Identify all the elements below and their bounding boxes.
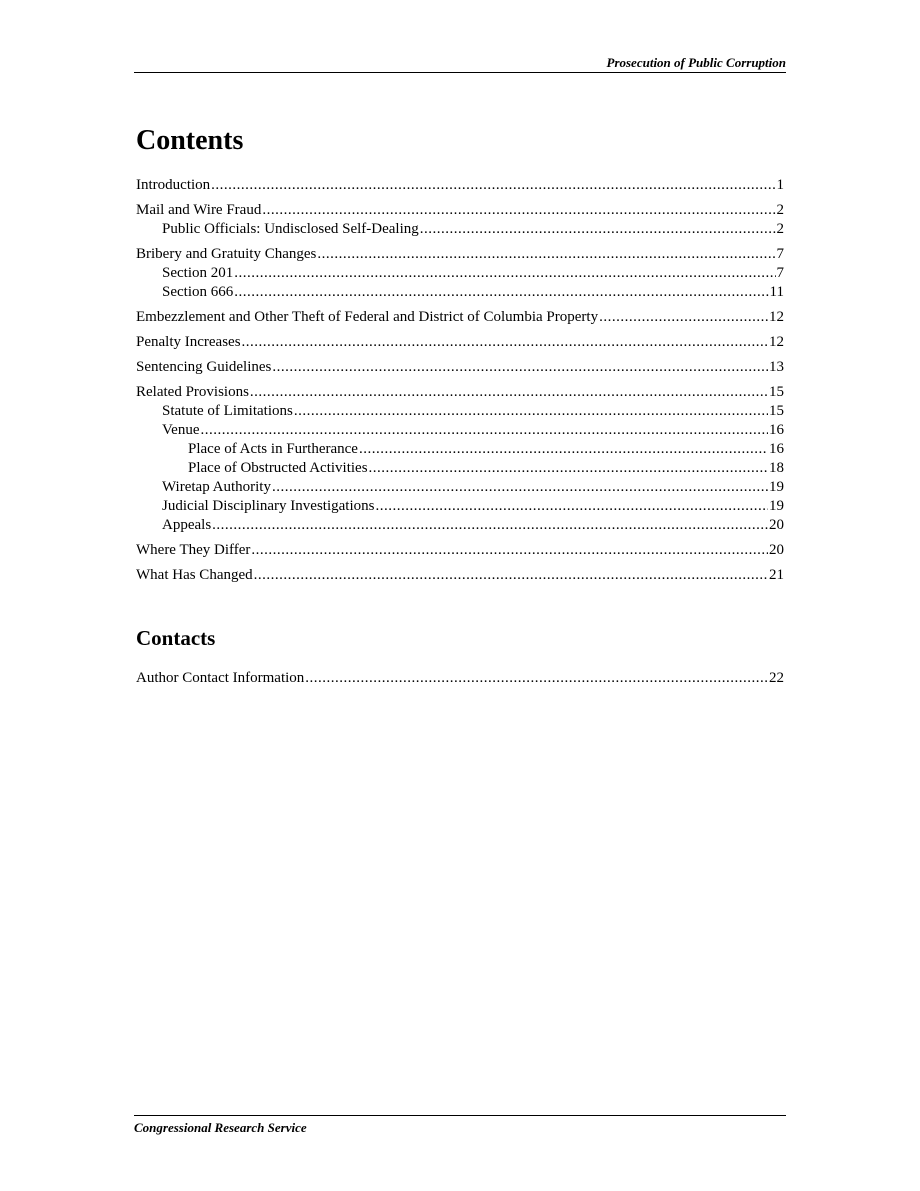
toc-entry-title: Penalty Increases (136, 334, 241, 350)
toc-entry[interactable] (136, 497, 784, 516)
toc-entry-page: 15 (769, 384, 784, 400)
running-footer (134, 1115, 786, 1136)
toc-entry-title: Author Contact Information (136, 670, 305, 686)
footer-org: Congressional Research Service (134, 1120, 307, 1135)
toc-entry-title: Judicial Disciplinary Investigations (162, 498, 375, 514)
toc-entry-page: 13 (769, 359, 784, 375)
toc-entry-title: Related Provisions (136, 384, 249, 400)
toc-entry[interactable] (136, 283, 784, 302)
toc-entry-page: 12 (769, 334, 784, 350)
toc-leader-dots (369, 459, 768, 478)
toc-entry-page: 2 (776, 221, 784, 237)
toc-entry-page: 20 (769, 517, 784, 533)
toc-leader-dots (242, 333, 768, 352)
toc-entry-title: What Has Changed (136, 567, 253, 583)
contents-page (136, 124, 784, 688)
toc-leader-dots (420, 220, 776, 239)
toc-entry-title: Introduction (136, 177, 211, 193)
toc-entry-title: Appeals (162, 517, 212, 533)
table-of-contents (136, 176, 784, 585)
toc-entry-page: 1 (776, 177, 784, 193)
toc-entry-title: Embezzlement and Other Theft of Federal and District of Columbia Property (136, 309, 599, 325)
toc-leader-dots (234, 264, 775, 283)
toc-leader-dots (201, 421, 769, 440)
toc-leader-dots (234, 283, 768, 302)
toc-leader-dots (211, 176, 775, 195)
toc-entry[interactable] (136, 333, 784, 352)
toc-leader-dots (251, 541, 768, 560)
toc-leader-dots (262, 201, 775, 220)
toc-entry-page: 12 (769, 309, 784, 325)
toc-entry-page: 15 (769, 403, 784, 419)
toc-entry-title: Place of Obstructed Activities (188, 460, 368, 476)
toc-entry-title: Public Officials: Undisclosed Self-Dealing (162, 221, 419, 237)
toc-entry-title: Place of Acts in Furtherance (188, 441, 358, 457)
toc-entry-title: Statute of Limitations (162, 403, 293, 419)
toc-leader-dots (272, 478, 768, 497)
toc-entry[interactable] (136, 459, 784, 478)
toc-entry[interactable] (136, 264, 784, 283)
toc-leader-dots (375, 497, 768, 516)
toc-entry-title: Mail and Wire Fraud (136, 202, 262, 218)
toc-entry-title: Bribery and Gratuity Changes (136, 246, 317, 262)
toc-entry-title: Wiretap Authority (162, 479, 271, 495)
toc-entry-page: 19 (769, 498, 784, 514)
toc-entry[interactable] (136, 516, 784, 535)
toc-entry[interactable] (136, 358, 784, 377)
toc-entry[interactable] (136, 440, 784, 459)
toc-entry[interactable] (136, 541, 784, 560)
toc-entry[interactable] (136, 566, 784, 585)
toc-entry-page: 7 (776, 246, 784, 262)
toc-entry-page: 20 (769, 542, 784, 558)
running-title: Prosecution of Public Corruption (606, 55, 786, 70)
contacts-list (136, 669, 784, 688)
toc-entry[interactable] (136, 421, 784, 440)
toc-entry[interactable] (136, 402, 784, 421)
toc-leader-dots (359, 440, 768, 459)
toc-entry-title: Sentencing Guidelines (136, 359, 272, 375)
toc-entry-page: 7 (776, 265, 784, 281)
toc-entry-page: 16 (769, 441, 784, 457)
toc-entry-page: 21 (769, 567, 784, 583)
toc-entry-page: 22 (769, 670, 784, 686)
toc-leader-dots (294, 402, 768, 421)
toc-entry[interactable] (136, 220, 784, 239)
toc-entry-page: 2 (776, 202, 784, 218)
toc-leader-dots (254, 566, 768, 585)
toc-entry[interactable] (136, 176, 784, 195)
toc-leader-dots (305, 669, 768, 688)
toc-entry[interactable] (136, 201, 784, 220)
toc-entry-title: Where They Differ (136, 542, 251, 558)
page-title: Contents (136, 125, 244, 156)
toc-entry-page: 19 (769, 479, 784, 495)
toc-entry[interactable] (136, 669, 784, 688)
toc-leader-dots (272, 358, 768, 377)
toc-entry[interactable] (136, 383, 784, 402)
toc-entry[interactable] (136, 308, 784, 327)
toc-entry-title: Section 201 (162, 265, 234, 281)
toc-leader-dots (599, 308, 768, 327)
toc-entry-page: 16 (769, 422, 784, 438)
contacts-title: Contacts (136, 626, 216, 650)
toc-entry[interactable] (136, 245, 784, 264)
toc-leader-dots (212, 516, 768, 535)
running-header (134, 54, 786, 73)
toc-entry-page: 11 (769, 284, 784, 300)
toc-entry[interactable] (136, 478, 784, 497)
toc-leader-dots (317, 245, 775, 264)
toc-entry-title: Venue (162, 422, 200, 438)
toc-entry-page: 18 (769, 460, 784, 476)
toc-entry-title: Section 666 (162, 284, 234, 300)
toc-leader-dots (250, 383, 768, 402)
